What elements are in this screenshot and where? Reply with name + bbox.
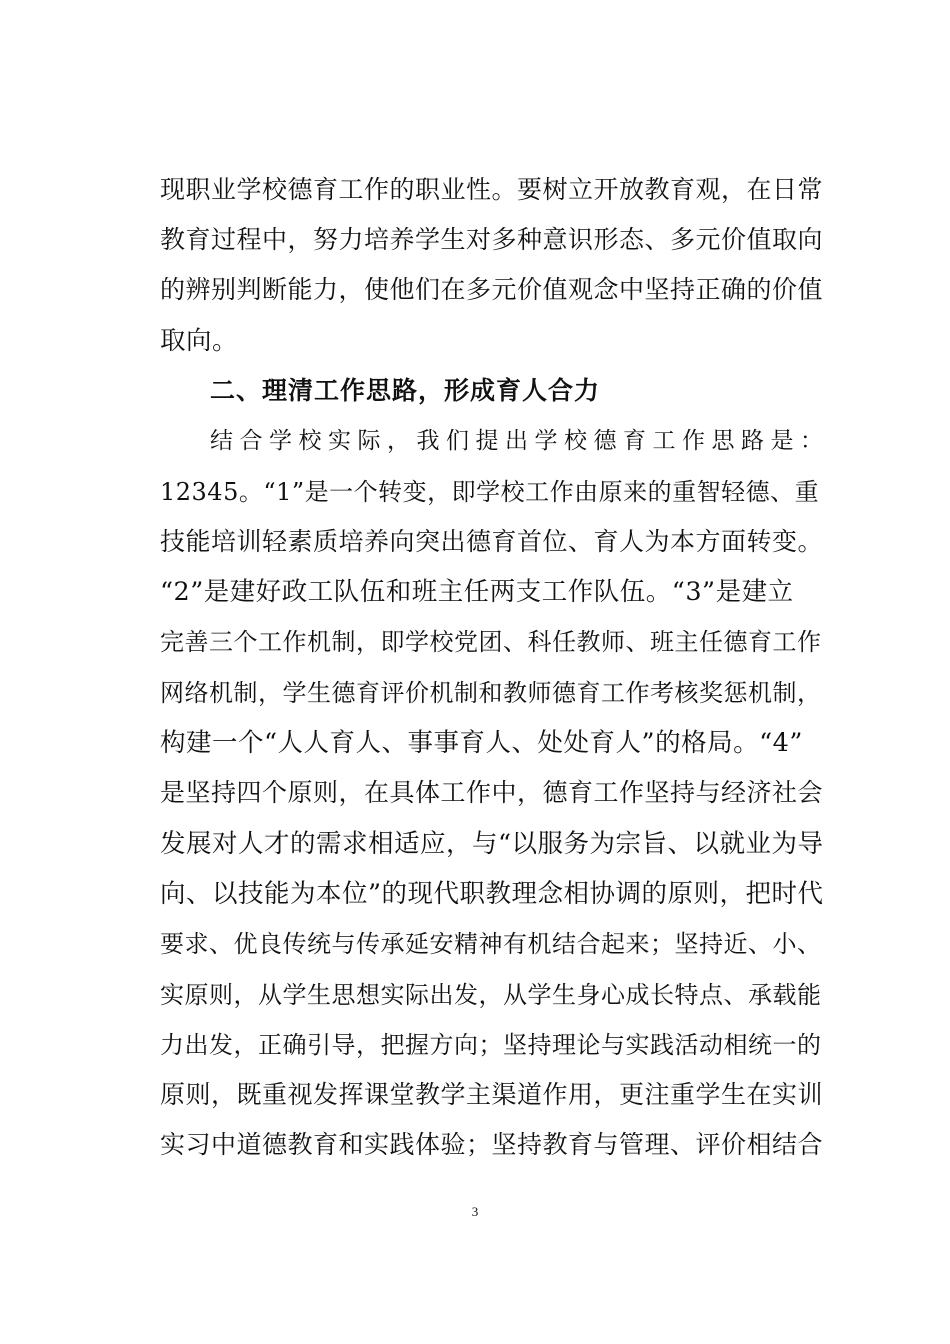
page-number: 3 [471, 1204, 479, 1219]
text-line-9: “2”是建好政工队伍和班主任两支工作队伍。“3”是建立 [160, 577, 794, 607]
text-line-19: 原则，既重视发挥课堂教学主渠道作用，更注重学生在实训 [160, 1080, 824, 1109]
text-line-18: 力出发，正确引导，把握方向；坚持理论与实践活动相统一的 [160, 1031, 822, 1059]
text-line-8: 技能培训轻素质培养向突出德育首位、育人为本方面转变。 [160, 527, 824, 556]
text-line-14: 发展对人才的需求相适应，与“以服务为宗旨、以就业为导 [160, 829, 824, 859]
text-line-11: 网络机制，学生德育评价机制和教师德育工作考核奖惩机制， [160, 679, 822, 707]
text-line-4: 取向。 [160, 326, 239, 356]
text-line-12: 构建一个“人人育人、事事育人、处处育人”的格局。“4” [160, 728, 803, 758]
text-line-20: 实习中道德教育和实践体验；坚持教育与管理、评价相结合 [160, 1130, 824, 1159]
text-line-1: 现职业学校德育工作的职业性。要树立开放教育观，在日常 [160, 175, 824, 204]
section-heading: 二、理清工作思路，形成育人合力 [210, 376, 601, 405]
text-line-7: 12345。“1”是一个转变，即学校工作由原来的重智轻德、重 [160, 478, 820, 506]
text-line-6: 结合学校实际，我们提出学校德育工作思路是： [210, 428, 830, 454]
text-line-3: 的辨别判断能力，使他们在多元价值观念中坚持正确的价值 [160, 275, 824, 304]
text-line-13: 是坚持四个原则，在具体工作中，德育工作坚持与经济社会 [160, 778, 824, 807]
text-line-17: 实原则，从学生思想实际出发，从学生身心成长特点、承载能 [160, 981, 822, 1009]
text-line-15: 向、以技能为本位”的现代职教理念相协调的原则，把时代 [160, 879, 824, 909]
text-line-16: 要求、优良传统与传承延安精神有机结合起来；坚持近、小、 [160, 930, 822, 958]
text-line-2: 教育过程中，努力培养学生对多种意识形态、多元价值取向 [160, 225, 824, 254]
text-line-10: 完善三个工作机制，即学校党团、科任教师、班主任德育工作 [160, 628, 822, 656]
